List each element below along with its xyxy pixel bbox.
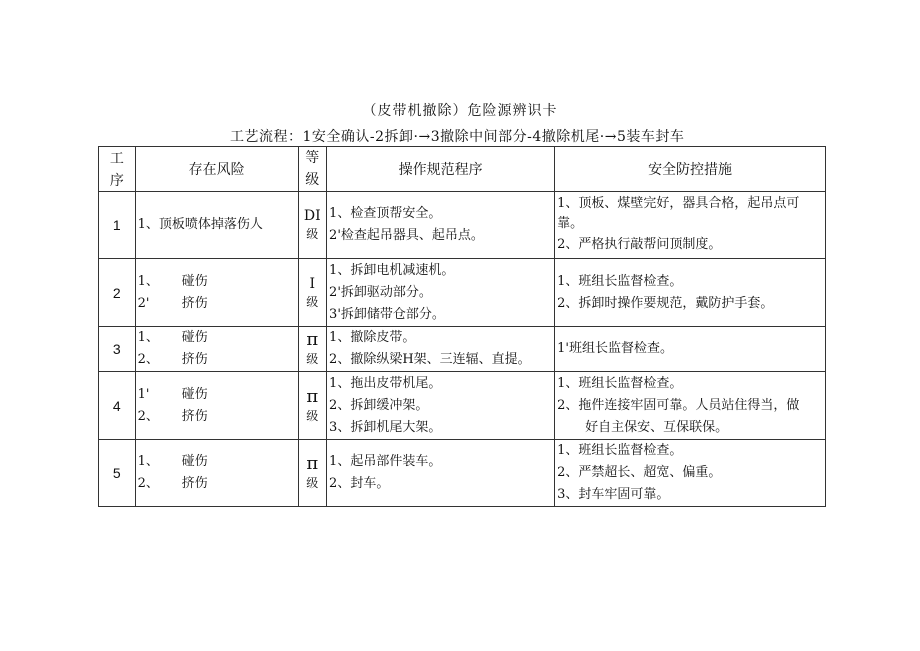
procedure-cell: 1、检查顶帮安全。 2'检查起吊器具、起吊点。 xyxy=(327,192,555,259)
risk-cell: 1' 碰伤 2、 挤伤 xyxy=(135,372,298,440)
table-row xyxy=(99,440,826,507)
header-grade: 等 级 xyxy=(298,147,327,192)
grade-cell: I 级 xyxy=(298,259,327,327)
measures-cell: 1、顶板、煤壁完好，器具合格，起吊点可靠。 2、严格执行敲帮问顶制度。 xyxy=(555,192,826,259)
measures-cell: 1、班组长监督检查。 2、拆卸时操作要规范，戴防护手套。 xyxy=(555,259,826,327)
header-row xyxy=(99,147,826,192)
procedure-cell: 1、拖出皮带机尾。 2、拆卸缓冲架。 3、拆卸机尾大架。 xyxy=(327,372,555,440)
grade-cell: π 级 xyxy=(298,440,327,507)
procedure-cell: 1、起吊部件装车。 2、封车。 xyxy=(327,440,555,507)
risk-cell: 1、 碰伤 2、 挤伤 xyxy=(135,327,298,372)
grade-cell: π 级 xyxy=(298,372,327,440)
step-cell: 3 xyxy=(99,327,136,372)
grade-cell: DI 级 xyxy=(298,192,327,259)
risk-cell: 1、 碰伤 2' 挤伤 xyxy=(135,259,298,327)
procedure-cell: 1、撤除皮带。 2、撤除纵梁H架、三连辐、直提。 xyxy=(327,327,555,372)
grade-cell: π 级 xyxy=(298,327,327,372)
hazard-table xyxy=(98,146,826,507)
table-row xyxy=(99,192,826,259)
step-cell: 5 xyxy=(99,440,136,507)
table-row xyxy=(99,327,826,372)
risk-cell: 1、 顶板喷体掉落伤人 xyxy=(135,192,298,259)
procedure-cell: 1、拆卸电机减速机。 2'拆卸驱动部分。 3'拆卸储带仓部分。 xyxy=(327,259,555,327)
risk-cell: 1、 碰伤 2、 挤伤 xyxy=(135,440,298,507)
header-step: 工 序 xyxy=(99,147,136,192)
step-cell: 2 xyxy=(99,259,136,327)
measures-cell: 1'班组长监督检查。 xyxy=(555,327,826,372)
card-title: （皮带机撤除）危险源辨识卡 xyxy=(362,103,558,119)
header-measures: 安全防控措施 xyxy=(555,147,826,192)
step-cell: 4 xyxy=(99,372,136,440)
step-cell: 1 xyxy=(99,192,136,259)
process-flow: 工艺流程：1安全确认-2拆卸·→3撤除中间部分-4撤除机尾·→5装车封车 xyxy=(230,129,685,145)
measures-cell: 1、班组长监督检查。 2、严禁超长、超宽、偏重。 3、封车牢固可靠。 xyxy=(555,440,826,507)
measures-cell: 1、班组长监督检查。 2、拖件连接牢固可靠。人员站住得当，做 好自主保安、互保联保。 xyxy=(555,372,826,440)
table-row xyxy=(99,372,826,440)
table-row xyxy=(99,259,826,327)
header-procedure: 操作规范程序 xyxy=(327,147,555,192)
header-risk: 存在风险 xyxy=(135,147,298,192)
